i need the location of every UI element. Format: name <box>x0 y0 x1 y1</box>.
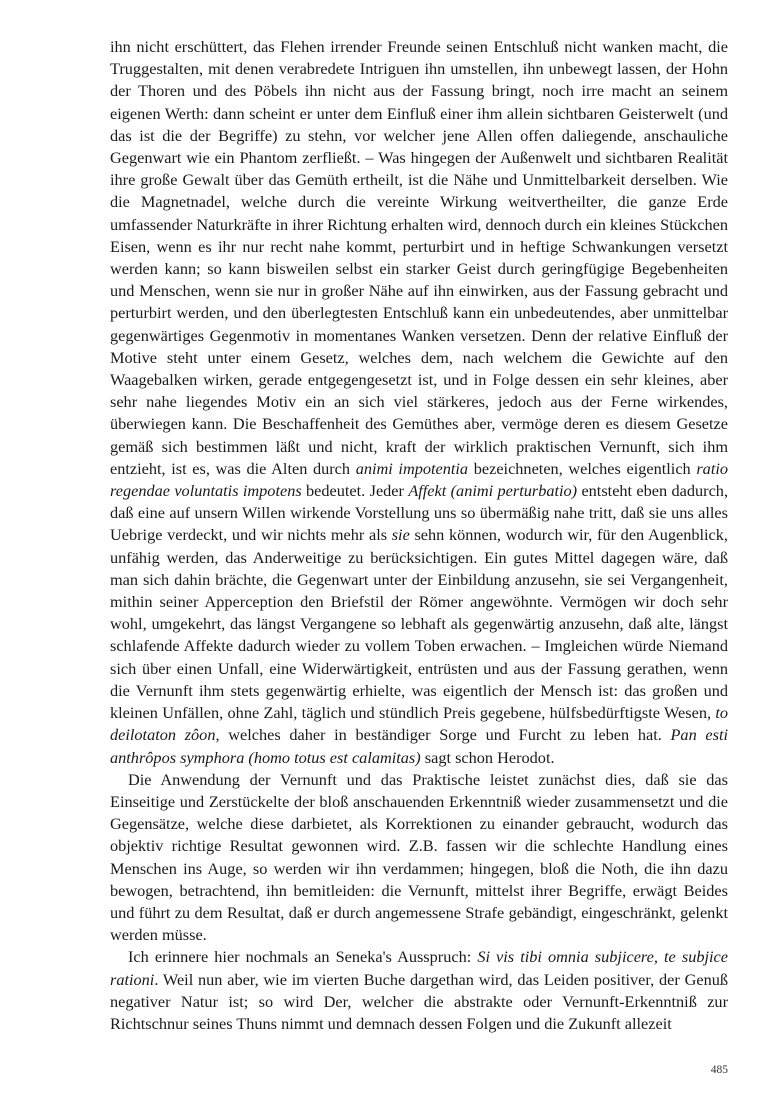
page-number: 485 <box>710 1064 728 1076</box>
italic-text-segment: Si vis tibi omnia subjicere, te subjice rationi <box>110 947 728 989</box>
text-segment: . Weil nun aber, wie im vierten Buche dargethan wird, das Leiden positiver, der Genuß negativer Natur ist; so wird Der, welcher die abstrakte oder Vernunft-Erkenntniß zur Richtschnur seines Thuns nimmt und demnach dessen Folgen und die Zukunft allezeit <box>110 969 728 1033</box>
italic-text-segment: sie <box>391 525 410 545</box>
italic-text-segment: Pan esti anthrôpos symphora (homo totus est calamitas) <box>110 725 728 767</box>
text-segment: sehn können, wodurch wir, für den Augenblick, unfähig werden, das Anderweitige zu berücksichtigen. Ein gutes Mittel dagegen wäre, daß man sich dahin brächte, die Gegenwart unter der Einbildung anzusehn, sie sei Vergangenheit, mithin seiner Apperception den Briefstil der Römer angewöhnte. Vermögen wir doch sehr wohl, umgekehrt, das längst Vergangene so lebhaft als gegenwärtig anzusehn, daß alte, längst schlafende Affekte dadurch wieder zu vollem Toben erwachen. – Imgleichen würde Niemand sich über einen Unfall, eine Widerwärtigkeit, entrüsten und aus der Fassung gerathen, wenn die Vernunft ihm stets gegenwärtig erhielte, was eigentlich der Mensch ist: das großen und kleinen Unfällen, ohne Zahl, täglich und stündlich Preis gegebene, hülfsbedürftigste Wesen, <box>110 525 728 723</box>
italic-text-segment: to deilotaton zôon <box>110 703 728 745</box>
text-segment: Die Anwendung der Vernunft und das Praktische leistet zunächst dies, daß sie das Einseitige und Zerstückelte der bloß anschauenden Erkenntniß wieder zusammensetzt und die Gegensätze, welche diese darbietet, als Korrektionen zu einander gebraucht, wodurch das objektiv richtige Resultat gewonnen wird. Z.B. fassen wir die schlechte Handlung eines Menschen ins Auge, so werden wir ihn verdammen; hingegen, bloß die Noth, die ihn dazu bewogen, betrachtend, ihn bemitleiden: die Vernunft, mittelst ihrer Begriffe, erwägt Beides und führt zu dem Resultat, daß er durch angemessene Strafe gebändigt, eingeschränkt, gelenkt werden müsse. <box>110 769 728 945</box>
text-segment: , welches daher in beständiger Sorge und Furcht zu leben hat. <box>215 725 671 745</box>
page-body <box>110 36 728 1035</box>
italic-text-segment: Affekt (animi perturbatio) <box>408 481 578 501</box>
paragraph-1 <box>110 36 728 769</box>
text-segment: sagt schon Herodot. <box>420 747 555 767</box>
text-segment: Ich erinnere hier nochmals an Seneka's Ausspruch: <box>128 947 478 967</box>
italic-text-segment: animi impotentia <box>355 458 469 478</box>
italic-text-segment: ratio regendae voluntatis impotens <box>110 458 729 501</box>
text-segment: entsteht eben dadurch, daß eine auf unsern Willen wirkende Vorstellung uns so übermäßig nahe tritt, daß sie uns alles Uebrige verdeckt, und wir nichts mehr als <box>110 481 729 545</box>
paragraph-2 <box>110 769 728 947</box>
text-segment: bedeutet. Jeder <box>301 481 409 501</box>
text-segment: bezeichneten, welches eigentlich <box>468 458 697 478</box>
text-segment: ihn nicht erschüttert, das Flehen irrender Freunde seinen Entschluß nicht wanken macht, die Truggestalten, mit denen verabredete Intriguen ihn umstellen, ihn unbewegt lassen, der Hohn der Thoren und des Pöbels ihn nicht aus der Fassung bringt, noch irre macht an seinem eigenen Werth: dann scheint er unter dem Einfluß einer ihm allein sichtbaren Geisterwelt (und das ist die der Begriffe) zu stehn, vor welcher jene Allen offen daliegende, anschauliche Gegenwart wie ein Phantom zerfließt. – Was hingegen der Außenwelt und sichtbaren Realität ihre große Gewalt über das Gemüth ertheilt, ist die Nähe und Unmittelbarkeit derselben. Wie die Magnetnadel, welche durch die vereinte Wirkung weitvertheilter, die ganze Erde umfassender Naturkräfte in ihrer Richtung erhalten wird, dennoch durch ein kleines Stückchen Eisen, wenn es ihr nur recht nahe kommt, perturbirt und in heftige Schwankungen versetzt werden kann; so kann bisweilen selbst ein starker Geist durch geringfügige Begebenheiten und Menschen, wenn sie nur in großer Nähe auf ihn einwirken, aus der Fassung gebracht und perturbirt werden, und den überlegtesten Entschluß kann ein unbedeutendes, aber unmittelbar gegenwärtiges Gegenmotiv in momentanes Wanken versetzen. Denn der relative Einfluß der Motive steht unter einem Gesetz, welches dem, nach welchem die Gewichte auf den Waagebalken wirken, gerade entgegengesetzt ist, und in Folge dessen ein sehr kleines, aber sehr nahe liegendes Motiv ein an sich viel stärkeres, jedoch aus der Ferne wirkendes, überwiegen kann. Die Beschaffenheit des Gemüthes aber, vermöge deren es diesem Gesetze gemäß sich bestimmen läßt und nicht, kraft der wirklich praktischen Vernunft, sich ihm entzieht, ist es, was die Alten durch <box>110 37 728 478</box>
paragraph-3 <box>110 946 728 1035</box>
